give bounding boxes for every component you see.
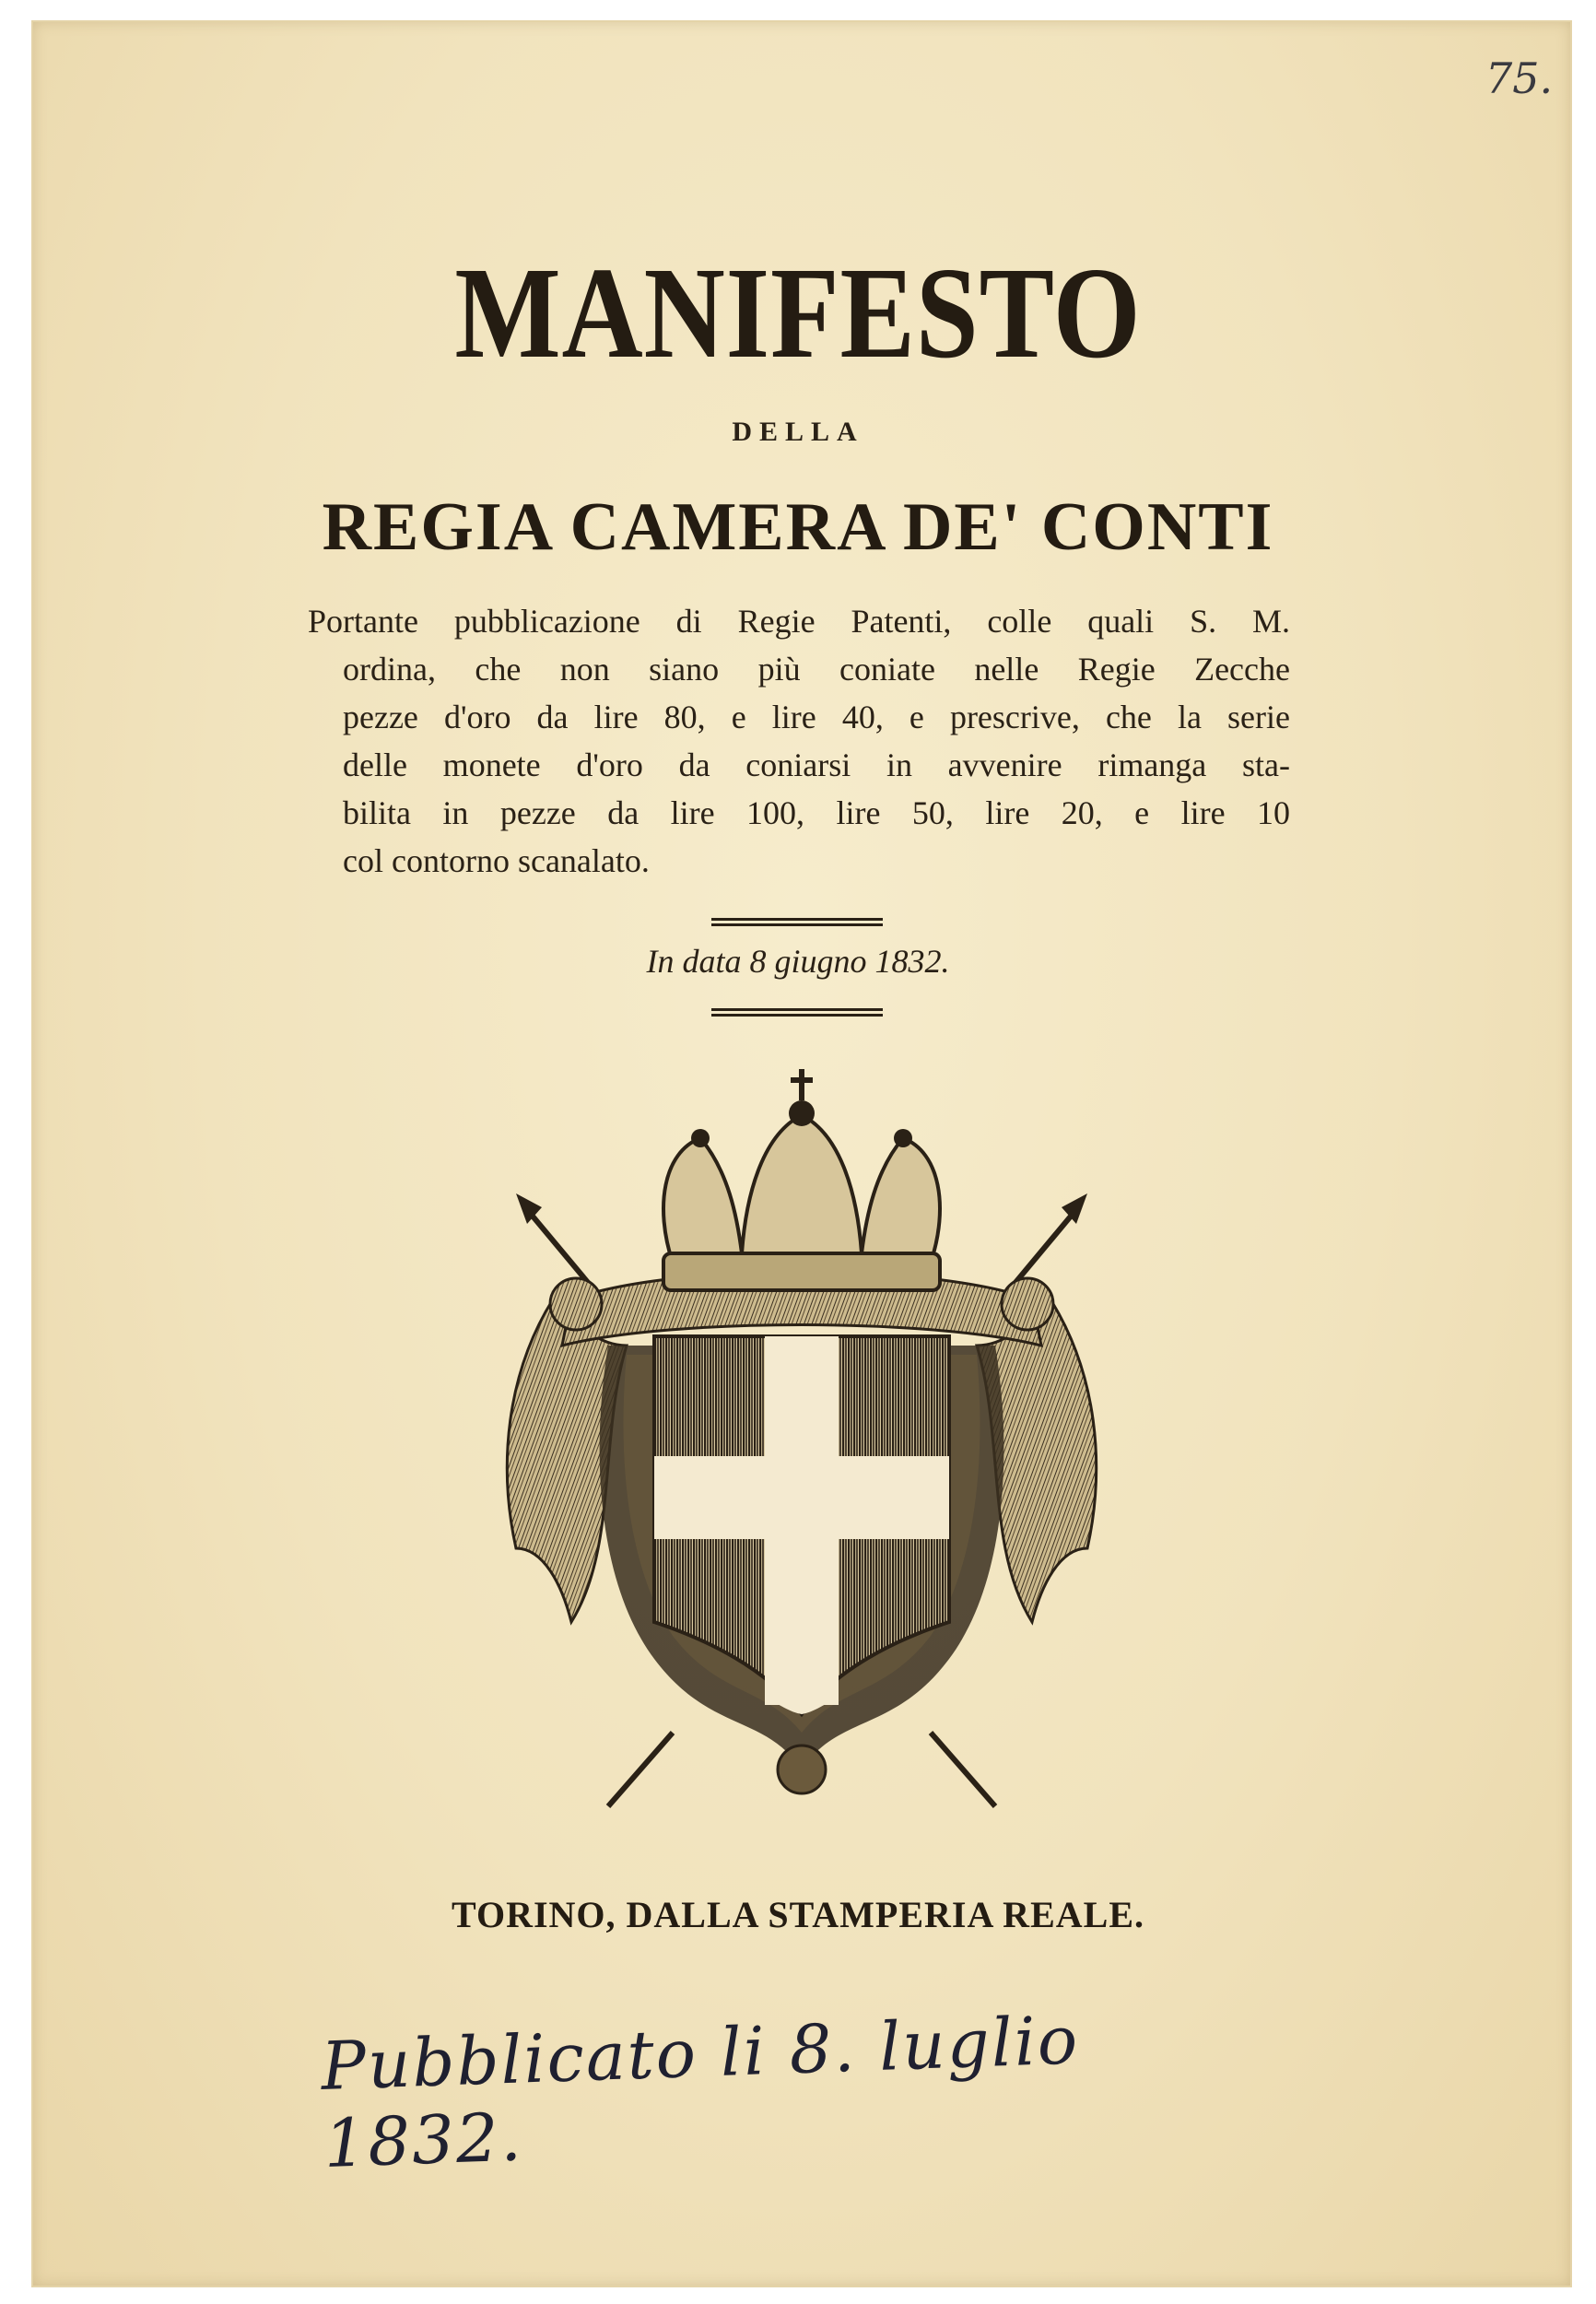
- handwritten-publication-note: Pubblicato li 8. luglio 1832.: [320, 2001, 1081, 2182]
- printer-line: TORINO, DALLA STAMPERIA REALE.: [452, 1894, 1144, 1935]
- document-subtitle: REGIA CAMERA DE' CONTI: [322, 489, 1274, 565]
- double-rule-top: [711, 918, 883, 926]
- document-della: DELLA: [732, 417, 864, 447]
- page-number: 75.: [1485, 53, 1554, 103]
- coat-of-arms-icon: [488, 1069, 1115, 1825]
- date-line: In data 8 giugno 1832.: [646, 943, 950, 980]
- summary-line: ordina, che non siano più coniate nelle Regie Zecche: [343, 651, 1290, 688]
- summary-line: Portante pubblicazione di Regie Patenti, colle quali S. M.: [308, 603, 1290, 640]
- double-rule-bottom: [711, 1008, 883, 1017]
- summary-line: bilita in pezze da lire 100, lire 50, lire 20, e lire 10: [343, 794, 1290, 831]
- document-summary: [304, 597, 1290, 885]
- summary-line: pezze d'oro da lire 80, e lire 40, e prescrive, che la serie: [343, 699, 1290, 735]
- summary-line: delle monete d'oro da coniarsi in avvenire rimanga sta-: [343, 746, 1290, 783]
- summary-line: col contorno scanalato.: [343, 842, 650, 879]
- document-title: MANIFESTO: [454, 240, 1142, 385]
